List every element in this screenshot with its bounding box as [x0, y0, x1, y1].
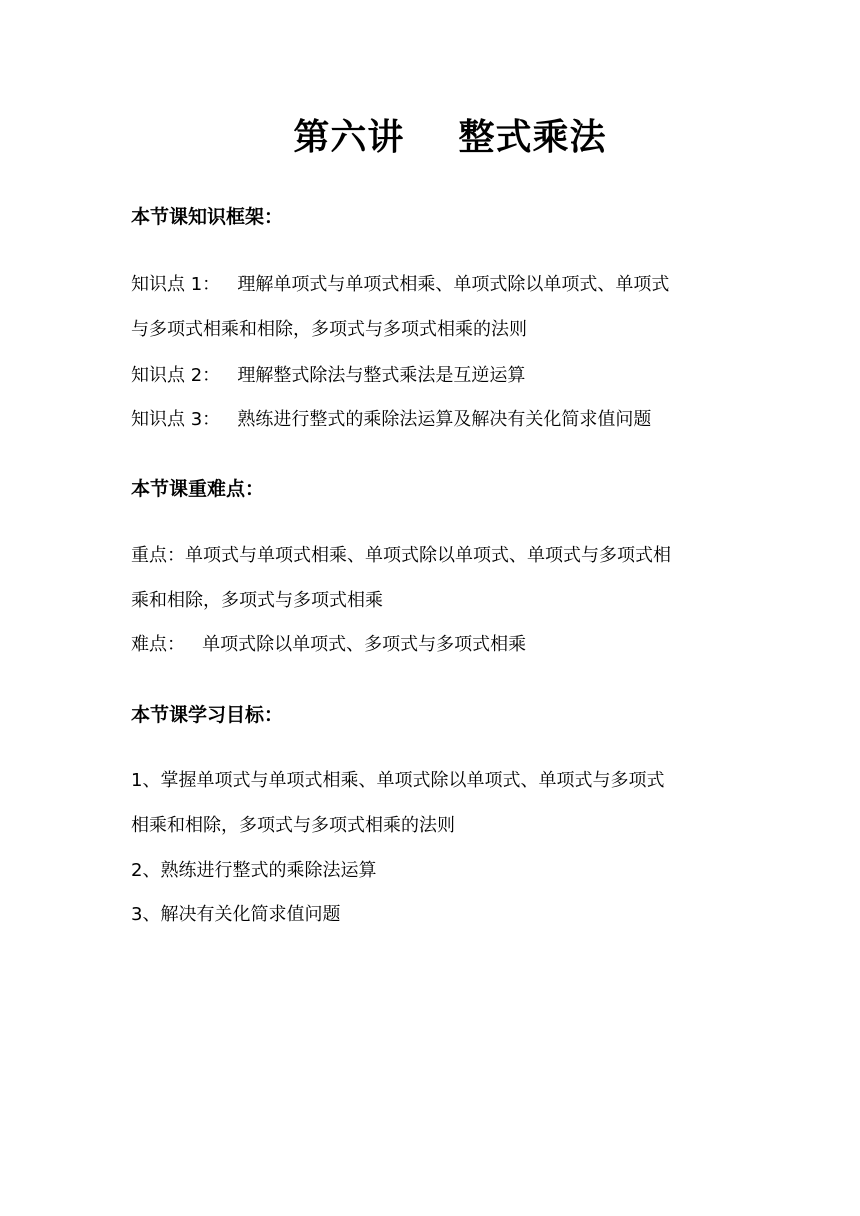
- keypoints-line: 乘和相除，多项式与多项式相乘: [131, 590, 383, 611]
- goals-line: 1、掌握单项式与单项式相乘、单项式除以单项式、单项式与多项式: [131, 770, 665, 791]
- goals-line: 相乘和相除，多项式与多项式相乘的法则: [131, 815, 455, 836]
- framework-line: 知识点 2： 理解整式除法与整式乘法是互逆运算: [131, 365, 526, 386]
- framework-line: 知识点 3： 熟练进行整式的乘除法运算及解决有关化简求值问题: [131, 409, 652, 430]
- section-heading-framework: 本节课知识框架：: [131, 206, 284, 228]
- keypoints-line: 重点：单项式与单项式相乘、单项式除以单项式、单项式与多项式相: [131, 545, 671, 566]
- goals-line: 2、熟练进行整式的乘除法运算: [131, 860, 377, 881]
- page-title: 第六讲 整式乘法: [293, 117, 607, 158]
- section-heading-keypoints: 本节课重难点：: [131, 478, 265, 500]
- framework-line: 与多项式相乘和相除，多项式与多项式相乘的法则: [131, 319, 527, 340]
- framework-line: 知识点 1： 理解单项式与单项式相乘、单项式除以单项式、单项式: [131, 274, 670, 295]
- keypoints-line: 难点： 单项式除以单项式、多项式与多项式相乘: [131, 634, 527, 655]
- goals-line: 3、解决有关化简求值问题: [131, 904, 341, 925]
- section-heading-goals: 本节课学习目标：: [131, 704, 284, 726]
